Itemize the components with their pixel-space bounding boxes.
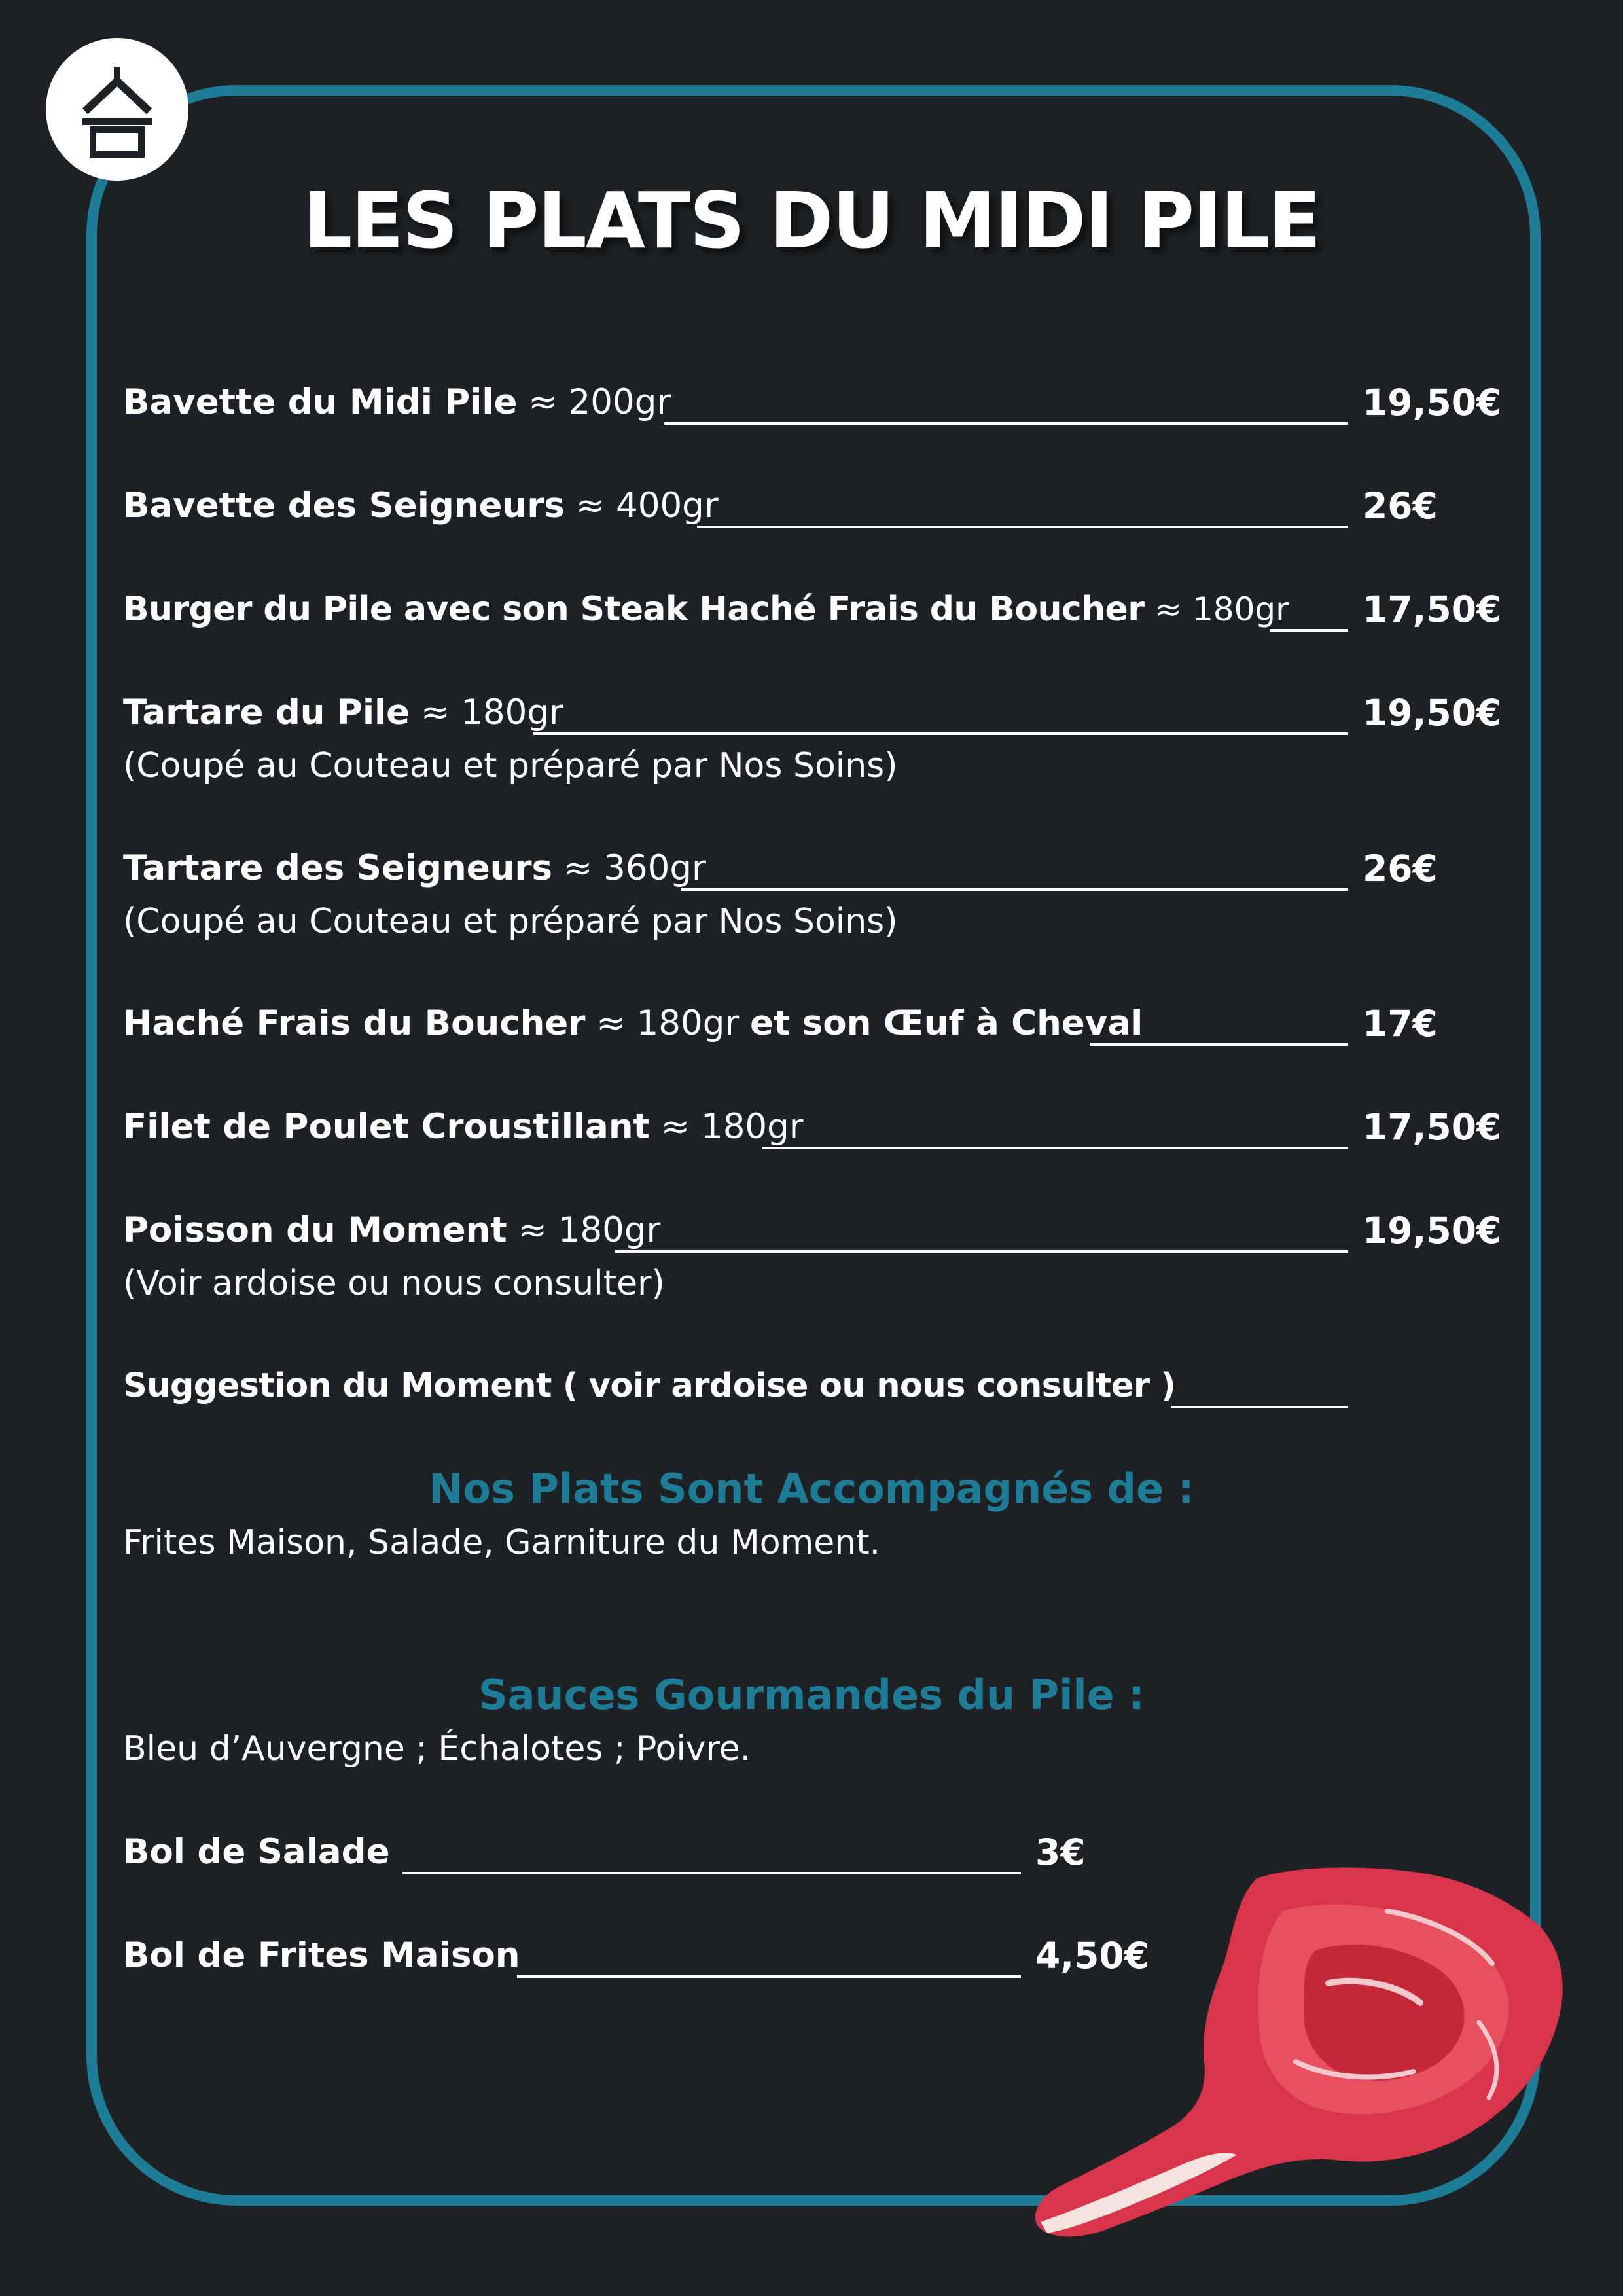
page-title: LES PLATS DU MIDI PILE <box>303 175 1320 266</box>
item-name: Suggestion du Moment ( voir ardoise ou nous consulter ) <box>123 1367 1176 1405</box>
item-weight: ≈ 180gr <box>1144 590 1289 628</box>
item-price: 26€ <box>1363 485 1438 527</box>
item-price: 19,50€ <box>1363 1210 1502 1251</box>
leader-line <box>402 1872 1021 1874</box>
side-price: 4,50€ <box>1035 1935 1149 1977</box>
item-weight: ≈ 200gr <box>517 382 671 422</box>
leader-line <box>533 732 1348 735</box>
leader-line <box>664 422 1348 425</box>
item-note: (Coupé au Couteau et préparé par Nos Soins) <box>123 746 898 785</box>
item-name: Bavette des Seigneurs <box>123 486 565 526</box>
menu-item <box>123 1360 1175 1412</box>
item-weight: ≈ 180gr <box>649 1107 804 1147</box>
item-price: 19,50€ <box>1363 382 1502 423</box>
item-weight: ≈ 400gr <box>564 486 719 526</box>
item-name: Tartare des Seigneurs <box>123 848 553 888</box>
side-item <box>123 1826 390 1878</box>
item-name: Bavette du Midi Pile <box>123 382 518 422</box>
leader-line <box>615 1250 1348 1253</box>
house-icon <box>46 38 188 181</box>
item-name: Poisson du Moment <box>123 1210 507 1250</box>
menu-item <box>123 583 1289 636</box>
item-extra: et son Œuf à Cheval <box>750 1003 1143 1043</box>
item-name: Haché Frais du Boucher <box>123 1003 586 1043</box>
item-price: 26€ <box>1363 848 1438 889</box>
leader-line <box>1171 1406 1348 1408</box>
item-note: (Voir ardoise ou nous consulter) <box>123 1264 665 1303</box>
accompaniments-heading: Nos Plats Sont Accompagnés de : <box>429 1465 1194 1513</box>
menu-item <box>123 687 563 739</box>
item-weight: ≈ 180gr <box>410 692 563 732</box>
item-price: 17,50€ <box>1363 588 1502 630</box>
item-price: 17€ <box>1363 1003 1438 1045</box>
side-price: 3€ <box>1035 1831 1086 1873</box>
sauces-text: Bleu d’Auvergne ; Échalotes ; Poivre. <box>123 1729 751 1768</box>
sauces-heading: Sauces Gourmandes du Pile : <box>478 1671 1145 1719</box>
menu-item <box>123 480 719 532</box>
menu-item <box>123 1101 804 1153</box>
item-note: (Coupé au Couteau et préparé par Nos Soins) <box>123 902 898 941</box>
leader-line <box>762 1147 1348 1149</box>
item-name: Burger du Pile avec son Steak Haché Frais du Boucher <box>123 590 1145 629</box>
item-price: 19,50€ <box>1363 692 1502 734</box>
accompaniments-text: Frites Maison, Salade, Garniture du Moment. <box>123 1523 881 1562</box>
side-name: Bol de Salade <box>123 1832 390 1872</box>
side-name: Bol de Frites Maison <box>123 1935 520 1975</box>
side-item <box>123 1929 520 1982</box>
item-weight: ≈ 180gr <box>585 1003 750 1043</box>
leader-line <box>697 526 1348 528</box>
item-weight: ≈ 360gr <box>552 848 706 888</box>
item-name: Filet de Poulet Croustillant <box>123 1107 650 1147</box>
menu-item <box>123 1204 660 1257</box>
leader-line <box>681 888 1348 891</box>
menu-item <box>123 376 671 429</box>
leader-line <box>1090 1043 1348 1046</box>
steak-illustration <box>1021 1852 1571 2245</box>
logo <box>46 38 188 181</box>
leader-line <box>1270 629 1348 632</box>
item-weight: ≈ 180gr <box>507 1210 661 1250</box>
item-name: Tartare du Pile <box>123 692 410 732</box>
menu-item <box>123 997 1143 1050</box>
menu-item <box>123 842 706 895</box>
item-price: 17,50€ <box>1363 1106 1502 1148</box>
leader-line <box>517 1975 1021 1978</box>
